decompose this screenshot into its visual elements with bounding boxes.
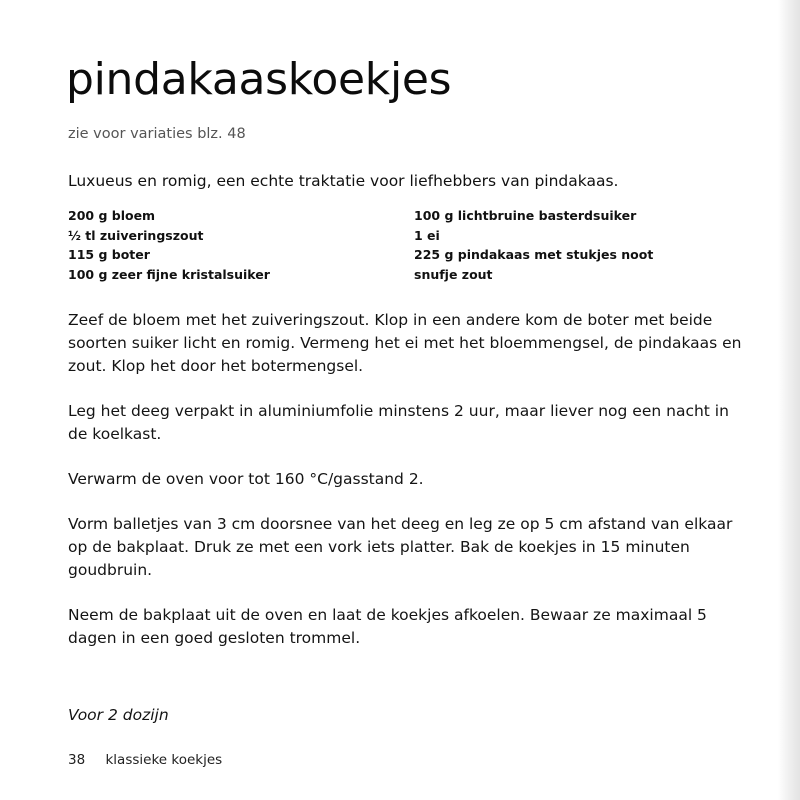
recipe-intro: Luxueus en romig, een echte traktatie voor liefhebbers van pindakaas. <box>68 172 619 190</box>
page-edge-shadow <box>778 0 800 800</box>
method-step: Neem de bakplaat uit de oven en laat de koekjes afkoelen. Bewaar ze maximaal 5 dagen in een goed gesloten trommel. <box>68 606 707 647</box>
ingredient-item: snufje zout <box>414 266 493 282</box>
page-number: 38 <box>68 752 86 768</box>
method-step: Verwarm de oven voor tot 160 °C/gasstand 2. <box>68 470 424 488</box>
ingredient-item: 115 g boter <box>68 247 150 262</box>
ingredient-item: 100 g zeer fijne kristalsuiker <box>68 266 270 282</box>
ingredient-item: ½ tl zuiveringszout <box>68 227 204 243</box>
ingredients-column-left <box>68 206 270 284</box>
method-steps <box>68 309 748 672</box>
ingredient-item: 100 g lichtbruine basterdsuiker <box>414 208 637 223</box>
page-footer <box>68 750 222 770</box>
method-step: Leg het deeg verpakt in aluminiumfolie minstens 2 uur, maar liever nog een nacht in de koelkast. <box>68 402 729 443</box>
variations-note: zie voor variaties blz. 48 <box>68 126 246 142</box>
ingredients-column-right <box>414 206 653 284</box>
method-step: Vorm balletjes van 3 cm doorsnee van het deeg en leg ze op 5 cm afstand van elkaar op de bakplaat. Druk ze met een vork iets platter. Bak de koekjes in 15 minuten goudbruin. <box>68 515 733 579</box>
ingredient-item: 200 g bloem <box>68 208 156 223</box>
section-name: klassieke koekjes <box>105 752 223 768</box>
ingredient-item: 225 g pindakaas met stukjes noot <box>414 247 654 262</box>
ingredient-item: 1 ei <box>414 227 440 243</box>
recipe-yield: Voor 2 dozijn <box>68 706 169 724</box>
recipe-title: pindakaaskoekjes <box>66 54 452 105</box>
method-step: Zeef de bloem met het zuiveringszout. Klop in een andere kom de boter met beide soorten suiker licht en romig. Vermeng het ei met het bloemmengsel, de pindakaas en zout. Klop het door het botermengsel. <box>68 311 742 375</box>
